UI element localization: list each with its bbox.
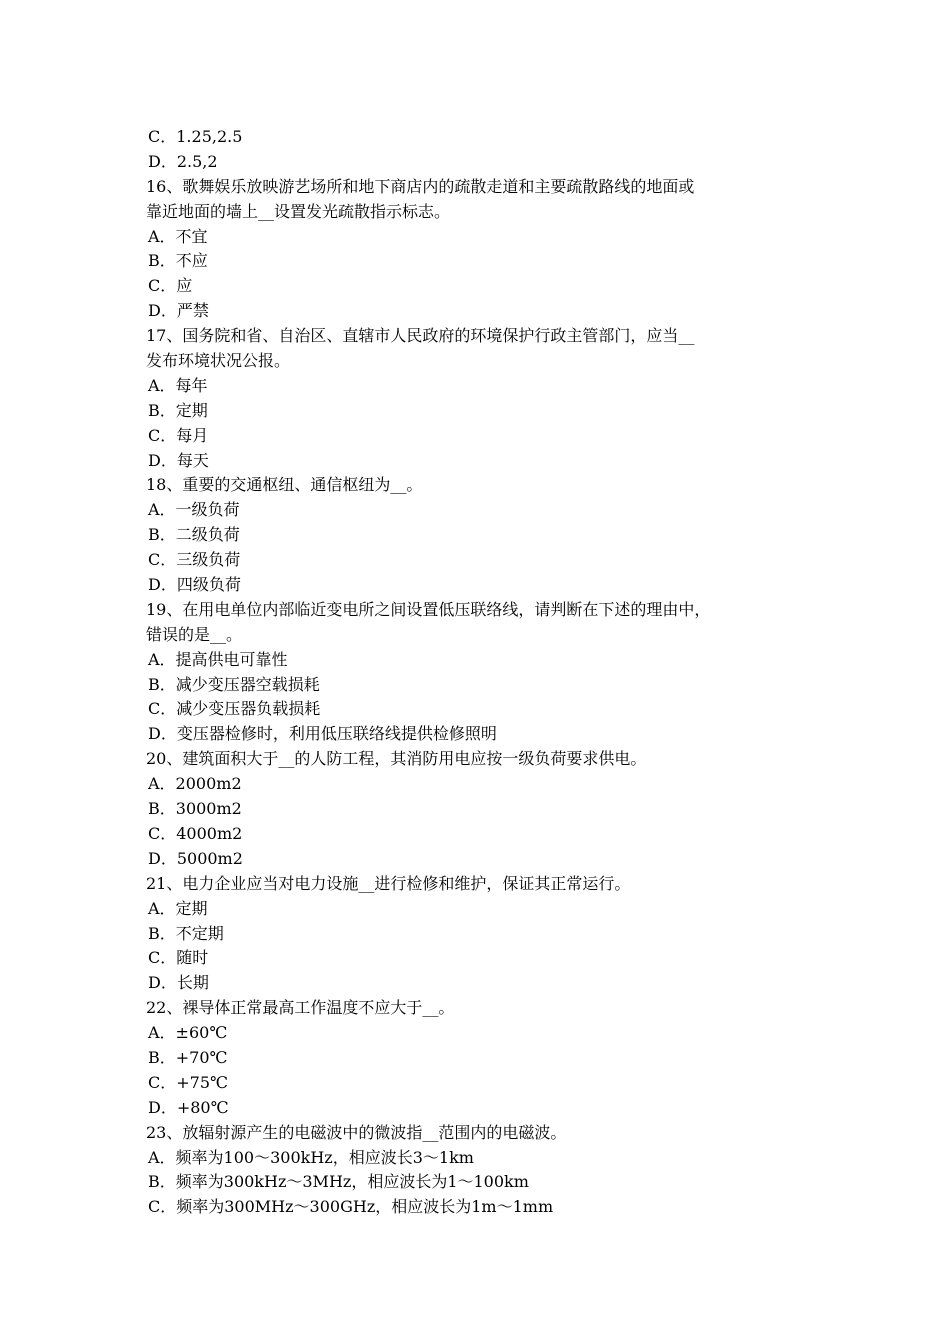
question-text: 19、在用电单位内部临近变电所之间设置低压联络线，请判断在下述的理由中， — [146, 599, 711, 619]
answer-option: C．减少变压器负载损耗 — [148, 699, 321, 719]
answer-option: D．四级负荷 — [148, 575, 241, 595]
answer-option: C．+75℃ — [148, 1072, 228, 1092]
question-text: 靠近地面的墙上__设置发光疏散指示标志。 — [146, 201, 451, 221]
answer-option: C．1.25,2.5 — [148, 127, 243, 146]
answer-option: A．定期 — [148, 898, 208, 918]
answer-option: B．不应 — [148, 251, 208, 271]
answer-option: D．长期 — [148, 973, 209, 993]
answer-option: A．±60℃ — [148, 1023, 228, 1043]
answer-option: C．每月 — [148, 425, 209, 445]
answer-option: D．变压器检修时，利用低压联络线提供检修照明 — [148, 724, 497, 744]
answer-option: C．4000m2 — [148, 823, 243, 843]
question-text: 18、重要的交通枢纽、通信枢纽为__。 — [146, 475, 423, 495]
answer-option: A．每年 — [148, 375, 208, 395]
question-text: 21、电力企业应当对电力设施__进行检修和维护，保证其正常运行。 — [146, 873, 631, 893]
answer-option: B．不定期 — [148, 923, 224, 943]
answer-option: A．不宜 — [148, 226, 208, 246]
answer-option: C．应 — [148, 276, 193, 296]
question-text: 发布环境状况公报。 — [146, 351, 291, 371]
answer-option: D．严禁 — [148, 301, 209, 321]
question-text: 22、裸导体正常最高工作温度不应大于__。 — [146, 998, 455, 1018]
answer-option: D．每天 — [148, 450, 209, 470]
answer-option: D．2.5,2 — [148, 151, 218, 171]
answer-option: C．随时 — [148, 948, 209, 968]
answer-option: B．定期 — [148, 400, 208, 420]
question-text: 错误的是__。 — [146, 624, 243, 644]
document-body — [146, 125, 826, 1220]
question-text: 20、建筑面积大于__的人防工程，其消防用电应按一级负荷要求供电。 — [146, 749, 647, 769]
question-text: 23、放辐射源产生的电磁波中的微波指__范围内的电磁波。 — [146, 1122, 567, 1142]
answer-option: B．二级负荷 — [148, 525, 240, 545]
answer-option: D．5000m2 — [148, 848, 243, 868]
answer-option: A．一级负荷 — [148, 500, 240, 520]
answer-option: A．2000m2 — [148, 774, 242, 794]
answer-option: B．3000m2 — [148, 799, 242, 819]
question-text: 16、歌舞娱乐放映游艺场所和地下商店内的疏散走道和主要疏散路线的地面或 — [146, 176, 695, 196]
answer-option: B．减少变压器空载损耗 — [148, 674, 320, 694]
answer-option: C．三级负荷 — [148, 550, 241, 570]
answer-option: D．+80℃ — [148, 1097, 229, 1117]
question-text: 17、国务院和省、自治区、直辖市人民政府的环境保护行政主管部门，应当__ — [146, 326, 695, 346]
answer-option: B．频率为300kHz～3MHz，相应波长为1～100km — [148, 1172, 529, 1192]
answer-option: B．+70℃ — [148, 1047, 228, 1067]
answer-option: C．频率为300MHz～300GHz，相应波长为1m～1mm — [148, 1197, 554, 1217]
answer-option: A．频率为100～300kHz，相应波长3～1km — [148, 1147, 474, 1167]
answer-option: A．提高供电可靠性 — [148, 649, 288, 669]
